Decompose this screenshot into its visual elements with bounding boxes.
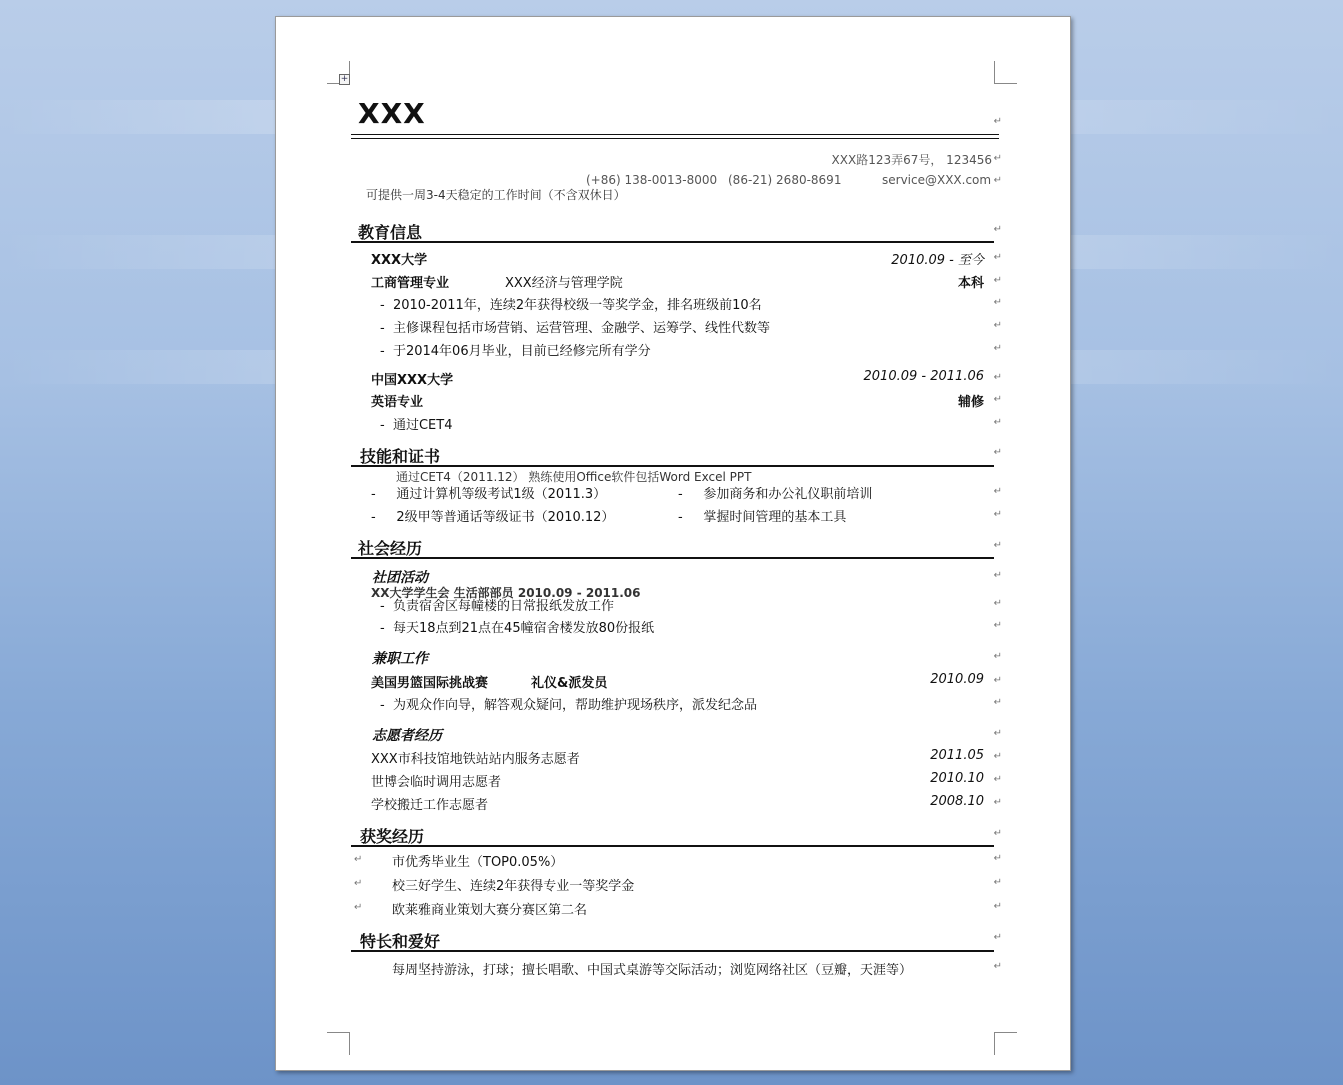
- paragraph-mark: ↵: [993, 797, 1002, 808]
- paragraph-mark: ↵: [993, 774, 1002, 785]
- edu1-item-3: 于2014年06月毕业，目前已经修完所有学分: [392, 344, 651, 359]
- parttime-date: 2010.09: [930, 672, 984, 687]
- paragraph-mark: ↵: [993, 153, 1002, 164]
- volunteer-2-date: 2010.10: [930, 771, 984, 786]
- skill-left-1: - 通过计算机等级考试1级（2011.3）: [371, 487, 607, 502]
- paragraph-mark: ↵: [993, 394, 1002, 405]
- hobbies-heading: 特长和爱好: [360, 932, 441, 951]
- paragraph-mark: ↵: [993, 224, 1002, 235]
- paragraph-mark: ↵: [993, 509, 1002, 520]
- address-line: XXX路123弄67号， 123456: [831, 153, 992, 167]
- clipped-availability-line: 可提供一周3-4天稳定的工作时间（不含双休日）: [366, 188, 626, 202]
- paragraph-mark: ↵: [993, 372, 1002, 383]
- paragraph-mark: ↵: [993, 828, 1002, 839]
- paragraph-mark: ↵: [993, 320, 1002, 331]
- edu1-bullet-2: - 主修课程包括市场营销、运营管理、金融学、运筹学、线性代数等: [380, 321, 770, 336]
- paragraph-mark: ↵: [993, 540, 1002, 551]
- volunteer-1-name: XXX市科技馆地铁站站内服务志愿者: [371, 752, 580, 767]
- social-heading: 社会经历: [358, 539, 423, 558]
- skill-left-2: - 2级甲等普通话等级证书（2010.12）: [371, 510, 615, 525]
- skill-right-1: - 参加商务和办公礼仪职前培训: [678, 487, 873, 502]
- paragraph-mark: ↵: [354, 854, 363, 865]
- skills-clipped-line: 通过CET4（2011.12） 熟练使用Office软件包括Word Excel PPT: [396, 470, 752, 484]
- edu1-bullet-3: - 于2014年06月毕业，目前已经修完所有学分: [380, 344, 651, 359]
- parttime-org: 美国男篮国际挑战赛: [371, 676, 489, 691]
- volunteer-3-name: 学校搬迁工作志愿者: [371, 798, 489, 813]
- crop-mark-top-right: [994, 61, 1017, 84]
- paragraph-mark: ↵: [993, 697, 1002, 708]
- volunteer-3-date: 2008.10: [930, 794, 984, 809]
- school1-date: 2010.09 - 至今: [891, 253, 984, 268]
- paragraph-mark: ↵: [993, 116, 1002, 127]
- club-clipped-line: XX大学学生会 生活部部员 2010.09 - 2011.06: [371, 586, 641, 600]
- header-double-rule: [351, 134, 999, 139]
- paragraph-mark: ↵: [993, 598, 1002, 609]
- paragraph-mark: ↵: [993, 252, 1002, 263]
- skill-right-2: - 掌握时间管理的基本工具: [678, 510, 847, 525]
- education-heading: 教育信息: [358, 223, 423, 242]
- edu2-item-1: 通过CET4: [392, 418, 453, 433]
- skills-heading: 技能和证书: [360, 447, 441, 466]
- school1-name: XXX大学: [371, 253, 428, 268]
- paragraph-mark: ↵: [354, 878, 363, 889]
- crop-mark-bottom-right: [994, 1032, 1017, 1055]
- paragraph-mark: ↵: [993, 343, 1002, 354]
- education-rule: [351, 241, 994, 243]
- hobbies-text: 每周坚持游泳，打球；擅长唱歌、中国式桌游等交际活动；浏览网络社区（豆瓣，天涯等）: [392, 963, 913, 978]
- hobbies-rule: [351, 950, 994, 952]
- paragraph-mark: ↵: [993, 486, 1002, 497]
- crop-mark-bottom-left: [327, 1032, 350, 1055]
- paragraph-mark: ↵: [993, 297, 1002, 308]
- school2-date: 2010.09 - 2011.06: [863, 369, 984, 384]
- awards-heading: 获奖经历: [360, 827, 425, 846]
- paragraph-mark: ↵: [993, 877, 1002, 888]
- paragraph-mark: ↵: [993, 853, 1002, 864]
- award-3: 欧莱雅商业策划大赛分赛区第二名: [392, 903, 588, 918]
- paragraph-mark: ↵: [993, 751, 1002, 762]
- paragraph-mark: ↵: [354, 902, 363, 913]
- paragraph-mark: ↵: [993, 675, 1002, 686]
- paragraph-mark: ↵: [993, 620, 1002, 631]
- edu1-bullet-1: - 2010-2011年，连续2年获得校级一等奖学金，排名班级前10名: [380, 298, 762, 313]
- award-1: 市优秀毕业生（TOP0.05%）: [392, 855, 564, 870]
- degree2: 辅修: [957, 395, 984, 410]
- awards-rule: [351, 845, 994, 847]
- parttime-role: 礼仪&派发员: [531, 676, 608, 691]
- paragraph-mark: ↵: [993, 901, 1002, 912]
- document-page[interactable]: [275, 16, 1071, 1071]
- table-move-handle-icon[interactable]: +: [340, 74, 349, 84]
- paragraph-mark: ↵: [993, 651, 1002, 662]
- phone-home: (86-21) 2680-8691: [728, 173, 842, 187]
- parttime-bullet-1: - 为观众作向导，解答观众疑问，帮助维护现场秩序，派发纪念品: [380, 698, 757, 713]
- major1: 工商管理专业: [371, 276, 450, 291]
- volunteer-2-name: 世博会临时调用志愿者: [371, 775, 502, 790]
- major2: 英语专业: [371, 395, 424, 410]
- paragraph-mark: ↵: [993, 932, 1002, 943]
- edu2-bullet-1: - 通过CET4: [380, 418, 453, 433]
- email: service@XXX.com: [882, 173, 992, 187]
- club-bullet-2: - 每天18点到21点在45幢宿舍楼发放80份报纸: [380, 621, 655, 636]
- paragraph-mark: ↵: [993, 275, 1002, 286]
- skills-rule: [351, 465, 994, 467]
- paragraph-mark: ↵: [993, 570, 1002, 581]
- edu1-item-2: 主修课程包括市场营销、运营管理、金融学、运筹学、线性代数等: [392, 321, 770, 336]
- paragraph-mark: ↵: [993, 417, 1002, 428]
- resume-name: XXX: [358, 97, 426, 130]
- paragraph-mark: ↵: [993, 728, 1002, 739]
- paragraph-mark: ↵: [993, 961, 1002, 972]
- edu1-item-1: 2010-2011年，连续2年获得校级一等奖学金，排名班级前10名: [392, 298, 762, 313]
- social-rule: [351, 557, 994, 559]
- club-bullet-1: - 负责宿舍区每幢楼的日常报纸发放工作: [380, 599, 614, 614]
- phone-mobile: (+86) 138-0013-8000: [586, 173, 718, 187]
- paragraph-mark: ↵: [993, 175, 1002, 186]
- club-title: 社团活动: [372, 570, 428, 586]
- degree1: 本科: [957, 276, 984, 291]
- college1: XXX经济与管理学院: [505, 276, 623, 291]
- award-2: 校三好学生、连续2年获得专业一等奖学金: [392, 879, 635, 894]
- paragraph-mark: ↵: [993, 447, 1002, 458]
- volunteer-1-date: 2011.05: [930, 748, 984, 763]
- parttime-title: 兼职工作: [372, 651, 428, 667]
- school2-name: 中国XXX大学: [371, 373, 454, 388]
- volunteer-title: 志愿者经历: [372, 728, 442, 744]
